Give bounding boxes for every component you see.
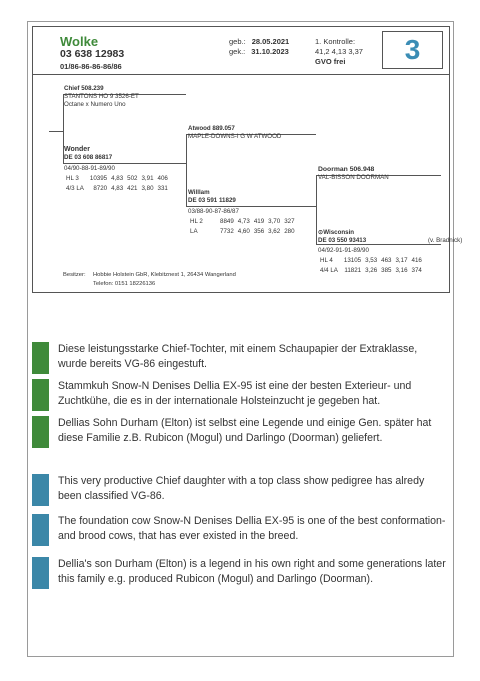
gg-dam-code: 04/92-91-91-89/90 — [318, 247, 369, 254]
ggsire-name: Doorman 506.948 — [318, 166, 375, 173]
gg-dam-reg: DE 03 550 93413 — [318, 237, 367, 244]
gg-dam-block — [318, 229, 463, 245]
control-title: 1. Kontrolle: — [315, 37, 356, 46]
ggsire-block — [318, 166, 389, 182]
animal-reg-number: 03 638 12983 — [60, 48, 125, 60]
sales-catalog-page: Wolke 03 638 12983 01/86-86-86-86/86 geb.: 28.05.2021 gek.: 31.10.2023 1. Kontrolle: 41,2 4,13 3,37 GVO frei 3 Chief 508.239 STANTONS HO 9 3526-ET Octane x Numero Uno Wonder DE 03 608 86817 04/90-88-91-89/90 HL 3 10395 4,83 502 3,91 406 4/3 LA 8720 4,83 421 3,80 331 Atwood 889.057 MAPLE-DOWNS-I G W ATWOOD Willlam DE 03 591 11829 03/88-90-87-86/87 HL 2 8849 4,73 419 3,70 327 LA 7732 4,60 356 3,62 280 Doorman 506.948 VAL-BISSON DOORMAN ⊙Wisconsin DE 03 550 93413 (v. Bradnick) 04/92-91-91-89/90 HL 4 13105 3,53 463 3,17 416 4/4 LA 11821 3,26 385 3,16 374 Besitzer: Hobbie Holstein GbR, Klebitznest 1, 26434 Wangerland Telefon: 0151 18226136 Diese leistungsstarke Chief-Tochter, mit einem Schaupapier der Extraklasse, wurde bereits VG-86 eingestuft. Stammkuh Snow-N Denises Dellia EX-95 ist eine der besten Exterieur- und Zuchtkühe, die es in der internationale Holsteinzucht je gegeben hat. Dellias Sohn Durham (Elton) ist selbst eine Legende und einige Gen. später hat diese Familie z.B. Rubicon (Mogul) und Darlingo (Doorman) geliefert. This very productive Chief daughter with a top class show pedigree has alredy been classified VG-86. The foundation cow Snow-N Denises Dellia EX-95 is one of the best conformation- and brood cows, that has ever existed in the breed. Dellia's son Durham (Elton) is a legend in his own right and some generations later this family e.g. produced Rubicon (Mogul) and Darlingo (Doorman). — [27, 21, 454, 657]
dam-lactation-table — [64, 173, 172, 195]
granddam-reg: DE 03 591 11829 — [188, 197, 236, 204]
dam-sire-line1: MAPLE-DOWNS-I G W ATWOOD — [188, 133, 282, 140]
birth-date: 28.05.2021 — [251, 37, 290, 46]
sire-line1: STANTONS HO 9 3526-ET — [64, 93, 139, 100]
sire-name: Chief 508.239 — [64, 85, 104, 92]
granddam-lactation-table — [188, 216, 299, 238]
gvo-status: GVO frei — [315, 57, 346, 66]
gg-dam-name: ⊙Wisconsin — [318, 229, 355, 236]
dam-block — [64, 146, 112, 162]
lot-number: 3 — [382, 31, 443, 69]
animal-dates — [229, 37, 289, 57]
table-row: LA 7732 4,60 356 3,62 280 — [190, 228, 295, 235]
pedigree-line — [49, 131, 63, 132]
dam-sire-name: Atwood 889.057 — [188, 125, 235, 132]
birth-label: geb.: — [229, 37, 246, 46]
dam-name: Wonder — [64, 146, 90, 153]
granddam-name: Willlam — [188, 189, 210, 196]
granddam-code: 03/88-90-87-86/87 — [188, 208, 239, 215]
gg-dam-note: (v. Bradnick) — [428, 237, 463, 244]
blue-marker — [32, 557, 49, 589]
animal-name: Wolke — [60, 34, 99, 49]
table-row: HL 4 13105 3,53 463 3,17 416 — [320, 257, 422, 264]
sire-line2: Octane x Numero Uno — [64, 101, 126, 108]
green-marker — [32, 342, 49, 374]
pedigree-line — [186, 206, 316, 207]
calving-label: gek.: — [229, 47, 246, 56]
ggsire-line1: VAL-BISSON DOORMAN — [318, 174, 389, 181]
table-row: 4/3 LA 8720 4,83 421 3,80 331 — [66, 185, 168, 192]
table-row: HL 3 10395 4,83 502 3,91 406 — [66, 175, 168, 182]
dam-sire-block — [188, 125, 281, 141]
blue-marker — [32, 474, 49, 506]
calving-date: 31.10.2023 — [251, 47, 289, 56]
table-row: HL 2 8849 4,73 419 3,70 327 — [190, 218, 295, 225]
gg-dam-marker-icon: ⊙ — [318, 229, 324, 236]
card-header — [33, 27, 449, 75]
blue-marker — [32, 514, 49, 546]
sire-block — [64, 85, 139, 109]
owner-phone: Telefon: 0151 18226136 — [93, 281, 156, 287]
pedigree-card — [32, 26, 463, 293]
dam-code: 04/90-88-91-89/90 — [64, 165, 115, 172]
animal-code: 01/86-86-86-86/86 — [60, 62, 122, 71]
green-marker — [32, 416, 49, 448]
gg-dam-lactation-table — [318, 255, 426, 277]
owner-info — [63, 271, 236, 289]
owner-label: Besitzer: — [63, 272, 86, 278]
table-row: 4/4 LA 11821 3,26 385 3,16 374 — [320, 267, 422, 274]
pedigree-line — [186, 134, 187, 206]
first-control — [315, 37, 363, 67]
green-marker — [32, 379, 49, 411]
owner-value: Hobbie Holstein GbR, Klebitznest 1, 26434 Wangerland — [93, 272, 236, 278]
dam-reg: DE 03 608 86817 — [64, 154, 113, 161]
pedigree-line — [63, 163, 186, 164]
control-values: 41,2 4,13 3,37 — [315, 47, 363, 56]
granddam-block — [188, 189, 236, 205]
pedigree-line — [316, 175, 317, 244]
